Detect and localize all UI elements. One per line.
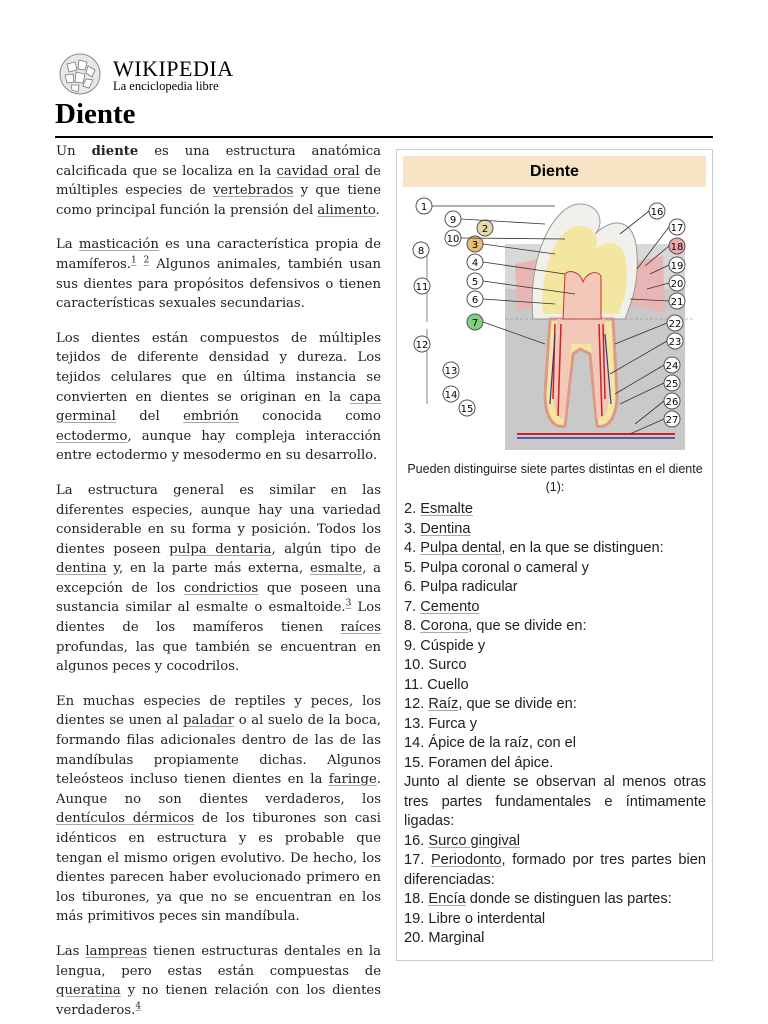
list-item [404, 715, 706, 735]
item-number: 17. [404, 852, 431, 868]
link-ectodermo[interactable]: ectodermo [56, 428, 128, 444]
diagram-label-16: 16 [650, 207, 664, 218]
text: , algún tipo de [271, 541, 381, 557]
diagram-label-27: 27 [665, 415, 679, 426]
item-text: Cuello [427, 676, 469, 693]
site-header [55, 52, 255, 96]
text: es una característica propia de mamíferos. [56, 237, 381, 272]
diagram-label-23: 23 [668, 337, 682, 348]
item-number: 8. [404, 618, 421, 634]
diagram-label-14: 14 [444, 390, 458, 401]
link-vertebrados[interactable]: vertebrados [212, 183, 294, 199]
diagram-label-18: 18 [670, 242, 684, 253]
diagram-label-11: 11 [415, 282, 429, 293]
paragraph-4 [56, 481, 381, 677]
wikipedia-globe-icon[interactable] [55, 52, 105, 96]
list-item [404, 734, 706, 754]
diagram-label-25: 25 [665, 379, 679, 390]
item-text: , formado por tres partes bien diferenciadas: [404, 852, 707, 888]
diagram-label-13: 13 [444, 366, 458, 377]
list-item [404, 539, 706, 559]
link-embrion[interactable]: embrión [183, 409, 239, 425]
diagram-label-22: 22 [668, 319, 682, 330]
link-periodonto[interactable]: Periodonto [430, 852, 502, 868]
list-item [404, 520, 706, 540]
link-cemento[interactable]: Cemento [420, 598, 480, 615]
diagram-label-19: 19 [670, 261, 684, 272]
link-masticacion[interactable]: masticación [78, 237, 159, 253]
text: de múltiples especies de [56, 163, 381, 199]
text: del [115, 409, 184, 425]
item-text: Pulpa radicular [420, 579, 518, 595]
infobox [396, 149, 713, 961]
paragraph-6 [56, 942, 381, 1020]
item-text: Libre o interdental [428, 910, 546, 927]
item-number: 15. [404, 754, 429, 771]
text: conocida como [238, 409, 381, 425]
title-divider [55, 136, 713, 138]
item-number: 12. [404, 696, 429, 712]
page-title: Diente [55, 98, 136, 130]
link-dentina[interactable]: dentina [56, 561, 107, 577]
link-dentina[interactable]: Dentina [420, 520, 471, 537]
list-item [404, 832, 706, 852]
text: , aunque hay compleja interacción entre ectodermo y mesodermo en su desarrollo. [56, 428, 381, 464]
list-item [404, 598, 706, 618]
text: . [375, 202, 380, 218]
paragraph-5 [56, 692, 381, 927]
item-number: 13. [404, 715, 429, 732]
text: tienen estructuras dentales en la lengua, pero estas están compuestas de [56, 943, 381, 979]
diagram-label-24: 24 [665, 361, 679, 372]
item-number: 3. [404, 520, 421, 537]
item-text: , en la que se distinguen: [501, 540, 664, 556]
infobox-caption: Pueden distinguirse siete partes distintas en el diente (1): [407, 462, 703, 494]
list-item [404, 910, 706, 930]
link-denticulos-dermicos[interactable]: dentículos dérmicos [56, 811, 195, 827]
item-text: Ápice de la raíz, con el [428, 735, 576, 751]
link-raices[interactable]: raíces [340, 620, 381, 636]
list-item [404, 695, 706, 715]
item-text: donde se distinguen las partes: [465, 891, 672, 907]
link-condrictios[interactable]: condrictios [183, 580, 259, 596]
item-number: 9. [404, 637, 421, 654]
item-number: 19. [404, 910, 429, 927]
link-queratina[interactable]: queratina [56, 983, 121, 999]
infobox-title: Diente [403, 156, 706, 187]
item-text: Cúspide y [420, 637, 486, 654]
paragraph-2 [56, 235, 381, 313]
text: En muchas especies de reptiles y peces, los dientes se unen al [56, 693, 381, 729]
text: o al suelo de la boca, formando filas adicionales dentro de las de las mandíbulas propiamente dichas. Algunos teleósteos incluso tienen dientes en la [56, 713, 381, 788]
item-number: 10. [404, 657, 429, 673]
text: Algunos animales, también usan sus dientes para propósitos defensivos o tienen características sexuales secundarias. [56, 256, 381, 312]
item-number: 16. [404, 832, 429, 849]
diagram-label-6: 6 [471, 295, 479, 306]
diagram-label-1: 1 [420, 202, 428, 213]
link-capa-germinal[interactable]: capa germinal [56, 389, 381, 425]
text: y, en la parte más externa, [106, 561, 310, 577]
link-pulpa-dentaria[interactable]: pulpa dentaria [169, 541, 272, 557]
link-lampreas[interactable]: lampreas [85, 943, 148, 959]
item-number: 5. [404, 559, 421, 576]
reference-3[interactable]: 3 [345, 599, 352, 610]
diagram-label-17: 17 [670, 223, 684, 234]
text: Los dientes están compuestos de múltiples tejidos de diferente densidad y dureza. Los tejidos celulares que en última instancia se convierten en dientes se originan en la [56, 330, 381, 405]
infobox-parts-list [404, 500, 706, 949]
text: que poseen una sustancia similar al esmalte o esmaltoide. [56, 580, 381, 616]
list-item [404, 559, 706, 579]
link-corona[interactable]: Corona [420, 618, 469, 634]
link-paladar[interactable]: paladar [183, 713, 235, 729]
diagram-label-8: 8 [417, 246, 425, 257]
list-item [404, 851, 706, 890]
link-esmalte[interactable]: esmalte [309, 561, 363, 577]
text: de los tiburones son casi idénticos en estructura y es probable que tengan el mismo origen evolutivo. De hecho, los dientes parecen haber evolucionado primero en los tiburones, ya que no se encuentran en los más primitivos peces sin mandíbula. [56, 811, 382, 925]
link-raiz[interactable]: Raíz [428, 696, 459, 712]
text: . Aunque no son dientes verdaderos, los [56, 772, 381, 807]
item-number: 4. [404, 540, 421, 556]
item-number: 14. [404, 735, 429, 751]
item-text: , que se divide en: [458, 696, 577, 712]
text: y que tiene como principal función la prensión del [56, 183, 381, 218]
item-text: Pulpa coronal o cameral y [420, 559, 589, 576]
reference-2[interactable]: 2 [143, 255, 150, 266]
diagram-label-15: 15 [460, 404, 474, 415]
diagram-label-4: 4 [471, 258, 479, 269]
list-item [404, 617, 706, 637]
list-item [404, 637, 706, 657]
text: Los dientes de los mamíferos tienen [56, 600, 381, 636]
text: Las [56, 943, 86, 959]
infobox-paragraph: Junto al diente se observan al menos otras tres partes fundamentales e íntimamente ligadas: [404, 774, 706, 829]
item-number: 7. [404, 598, 421, 615]
text: Un [56, 144, 92, 159]
reference-1[interactable]: 1 [130, 255, 137, 266]
item-number: 6. [404, 579, 421, 595]
item-text: , que se divide en: [468, 618, 587, 634]
link-faringe[interactable]: faringe [328, 772, 377, 788]
diagram-label-9: 9 [449, 215, 457, 226]
diagram-label-21: 21 [670, 297, 684, 308]
link-encia[interactable]: Encía [428, 891, 466, 907]
link-esmalte[interactable]: Esmalte [420, 501, 473, 517]
item-text: Marginal [428, 930, 485, 946]
wordmark[interactable]: WIKIPEDIA [113, 56, 234, 81]
diagram-label-5: 5 [471, 277, 479, 288]
text: , a excepción de los [56, 561, 382, 596]
text: La estructura general es similar en las diferentes especies, aunque hay una variedad considerable en su forma y posición. Todos los dientes poseen [56, 482, 381, 557]
diagram-label-20: 20 [670, 279, 684, 290]
tooth-anatomy-diagram[interactable] [405, 194, 707, 452]
item-number: 20. [404, 930, 429, 946]
list-item [404, 890, 706, 910]
link-pulpa-dental[interactable]: Pulpa dental [420, 540, 502, 556]
item-number: 18. [404, 891, 429, 907]
paragraph-1 [56, 142, 381, 220]
link-alimento[interactable]: alimento [317, 202, 376, 218]
diagram-label-10: 10 [446, 234, 460, 245]
tagline: La enciclopedia libre [113, 79, 219, 93]
diagram-label-3: 3 [471, 240, 479, 251]
item-number: 11. [404, 676, 428, 693]
list-item [404, 676, 706, 696]
item-text: Furca y [428, 715, 477, 732]
reference-4[interactable]: 4 [135, 1001, 142, 1012]
text: y no tienen relación con los dientes verdaderos. [56, 983, 381, 1018]
list-item [404, 578, 706, 598]
bold-term: diente [91, 144, 139, 159]
text: La [56, 237, 79, 253]
list-item [404, 929, 706, 949]
item-text: Foramen del ápice. [428, 754, 554, 771]
list-item [404, 500, 706, 520]
diagram-label-2: 2 [481, 224, 489, 235]
list-item [404, 656, 706, 676]
text: es una estructura anatómica calcificada que se localiza en la [56, 144, 381, 179]
link-surco-gingival[interactable]: Surco gingival [428, 832, 521, 849]
list-item [404, 754, 706, 774]
article-body [56, 142, 381, 1024]
item-text: Surco [428, 657, 467, 673]
link-cavidad-oral[interactable]: cavidad oral [276, 163, 360, 179]
item-number: 2. [404, 501, 421, 517]
text: profundas, las que también se encuentran en algunos peces y cocodrilos. [56, 639, 381, 675]
diagram-label-26: 26 [665, 397, 679, 408]
paragraph-3 [56, 329, 381, 466]
diagram-label-7: 7 [471, 318, 479, 329]
diagram-label-12: 12 [415, 340, 429, 351]
